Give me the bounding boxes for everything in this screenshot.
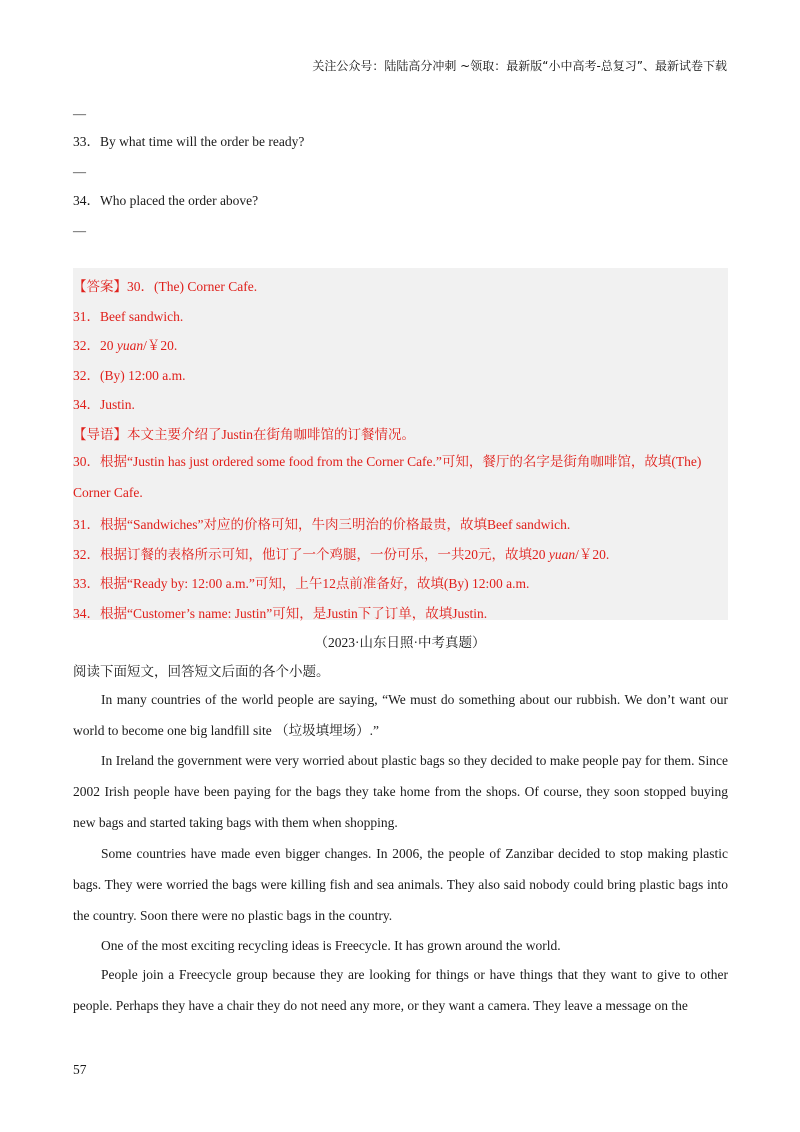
page-number: 57	[73, 1062, 87, 1077]
explanation-32-prefix: 32．根据订餐的表格所示可知，他订了一个鸡腿，一份可乐，一共20元，故填20	[73, 547, 549, 562]
passage-paragraph-2: In Ireland the government were very worried about plastic bags so they decided to make people pay for them. Since 2002 Irish people have been paying for the bags they take home from the shops. Of course, they soon stopped buying new bags and started taking bags with them when shopping.	[73, 753, 728, 830]
passage-paragraph-3: Some countries have made even bigger changes. In 2006, the people of Zanzibar decided to stop making plastic bags. They were worried the bags were killing fish and sea animals. They also said nobody could bring plastic bags into the country. Soon there were no plastic bags in the country.	[73, 846, 728, 923]
answer-32-suffix: /￥20.	[143, 338, 178, 353]
explanation-34: 34．根据“Customer’s name: Justin”可知，是Justin下了订单，故填Justin.	[73, 606, 488, 621]
explanation-30: 30．根据“Justin has just ordered some food from the Corner Cafe.”可知，餐厅的名字是街角咖啡馆，故填(The) Corner Cafe.	[73, 454, 702, 500]
question-33: 33．By what time will the order be ready?	[73, 134, 305, 149]
guide-text: 本文主要介绍了Justin在街角咖啡馆的订餐情况。	[127, 427, 416, 442]
explanation-33: 33．根据“Ready by: 12:00 a.m.”可知，上午12点前准备好，故填(By) 12:00 a.m.	[73, 576, 530, 591]
answer-32-prefix: 32．20	[73, 338, 117, 353]
answer-tag: 【答案】	[73, 279, 127, 295]
answer-32	[73, 334, 177, 354]
passage-source: （2023·山东日照·中考真题）	[314, 635, 486, 650]
explanation-31: 31．根据“Sandwiches”对应的价格可知，牛肉三明治的价格最贵，故填Beef sandwich.	[73, 517, 571, 532]
question-34: 34．Who placed the order above?	[73, 193, 259, 208]
explanation-32	[73, 543, 609, 563]
passage-paragraph-1: In many countries of the world people are saying, “We must do something about our rubbish. We don’t want our world to become one big landfill site （垃圾填埋场）.”	[73, 692, 728, 738]
passage-paragraph-4: One of the most exciting recycling ideas is Freecycle. It has grown around the world.	[101, 938, 561, 953]
explanation-32-unit: yuan	[548, 547, 576, 562]
answer-32-unit: yuan	[116, 338, 144, 353]
explanation-32-suffix: /￥20.	[575, 547, 610, 562]
answer-33: 32．(By) 12:00 a.m.	[73, 368, 186, 383]
answer-34: 34．Justin.	[73, 397, 135, 412]
answer-30: 30．(The) Corner Cafe.	[127, 279, 258, 294]
reading-instruction: 阅读下面短文，回答短文后面的各个小题。	[73, 664, 330, 679]
answer-line-30	[73, 275, 257, 295]
answer-explanation-box	[73, 268, 728, 620]
guide-line	[73, 423, 415, 443]
answer-31: 31．Beef sandwich.	[73, 309, 184, 324]
page-header: 关注公众号：陆陆高分冲刺 ~领取：最新版“小中高考-总复习”、最新试卷下载	[312, 59, 727, 73]
answer-blank-33: —	[73, 164, 86, 179]
guide-tag: 【导语】	[73, 427, 127, 443]
answer-blank-34: —	[73, 223, 86, 238]
passage-paragraph-5: People join a Freecycle group because they are looking for things or have things that they want to give to other people. Perhaps they have a chair they do not need any more, or they want a camera. They leave a message on the	[73, 967, 728, 1013]
answer-blank-32: —	[73, 106, 86, 121]
